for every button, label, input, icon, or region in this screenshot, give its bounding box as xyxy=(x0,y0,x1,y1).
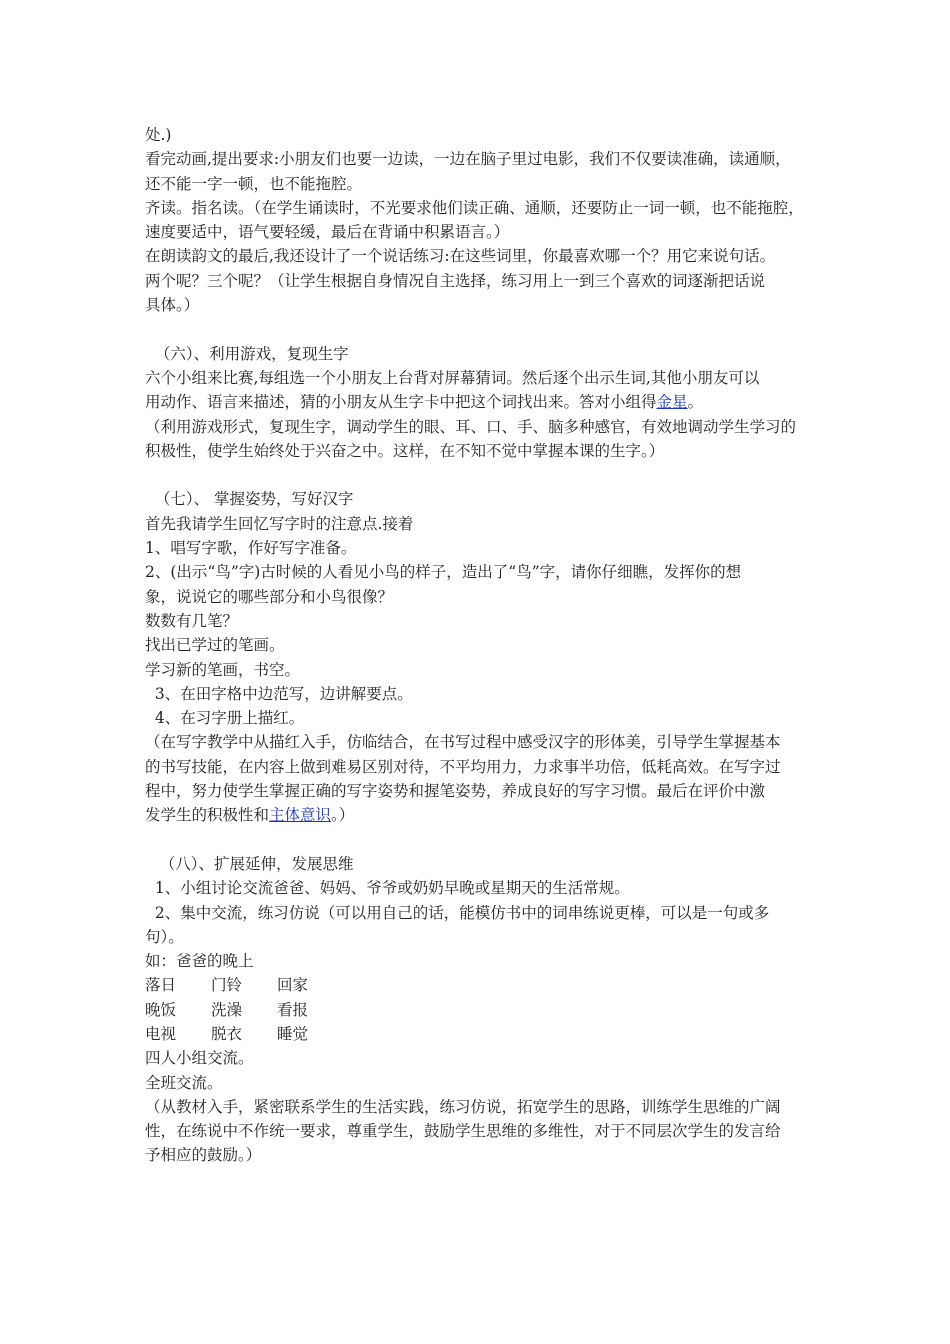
paragraph-line: 积极性，使学生始终处于兴奋之中。这样，在不知不觉中掌握本课的生字。） xyxy=(145,441,665,460)
paragraph-line: 四人小组交流。 xyxy=(145,1049,254,1068)
subject-awareness-link[interactable]: 主体意识 xyxy=(269,806,332,825)
paragraph-line: 的书写技能，在内容上做到难易区别对待，不平均用力，力求事半功倍，低耗高效。在写字过 xyxy=(145,757,781,776)
paragraph-line: 予相应的鼓励。） xyxy=(145,1146,262,1165)
paragraph-line: 4、在习字册上描红。 xyxy=(145,709,305,728)
paragraph-line: 1、唱写字歌，作好写字准备。 xyxy=(145,539,357,558)
paragraph-line: 3、在田字格中边范写，边讲解要点。 xyxy=(145,684,413,703)
paragraph-line: 1、小组讨论交流爸爸、妈妈、爷爷或奶奶早晚或星期天的生活常规。 xyxy=(145,879,630,898)
blank-line xyxy=(145,463,825,487)
paragraph-line: 全班交流。 xyxy=(145,1073,223,1092)
word-cell: 洗澡 xyxy=(211,1000,243,1019)
paragraph-line: 2、集中交流，练习仿说（可以用自己的话，能模仿书中的词串练说更棒，可以是一句或多 xyxy=(145,903,770,922)
paragraph-line: 数数有几笔？ xyxy=(145,611,239,630)
blank-line xyxy=(145,828,825,852)
word-cell: 看报 xyxy=(277,1000,309,1019)
paragraph-line: 程中，努力使学生掌握正确的写字姿势和握笔姿势，养成良好的写字习惯。最后在评价中激 xyxy=(145,782,766,801)
paragraph-line: 找出已学过的笔画。 xyxy=(145,636,285,655)
section-heading: （八）、扩展延伸，发展思维 xyxy=(159,854,354,873)
section-heading: （七）、 掌握姿势，写好汉字 xyxy=(154,490,354,509)
paragraph-line: （在写字教学中从描红入手，仿临结合，在书写过程中感受汉字的形体美，引导学生掌握基本 xyxy=(145,733,781,752)
paragraph-line: 如：爸爸的晚上 xyxy=(145,952,254,971)
paragraph-line: 速度要适中，语气要轻缓，最后在背诵中积累语言。） xyxy=(145,223,510,242)
document-page xyxy=(145,123,825,1168)
gold-star-link[interactable]: 金星 xyxy=(656,393,688,412)
word-cell: 晚饭 xyxy=(145,1000,177,1019)
word-cell: 脱衣 xyxy=(211,1024,243,1043)
paragraph-line: 还不能一字一顿，也不能拖腔。 xyxy=(145,174,363,193)
paragraph-line: 两个呢？三个呢？（让学生根据自身情况自主选择，练习用上一到三个喜欢的词逐渐把话说 xyxy=(145,271,766,290)
word-row xyxy=(145,1022,825,1046)
word-cell: 门铃 xyxy=(211,976,243,995)
section-7 xyxy=(145,487,825,827)
paragraph-line: 学习新的笔画，书空。 xyxy=(145,660,301,679)
paragraph-line: 具体。） xyxy=(145,296,200,315)
paragraph-line: 用动作、语言来描述，猜的小朋友从生字卡中把这个词找出来。答对小组得金星。 xyxy=(145,393,704,412)
paragraph-line: 2、(出示“鸟”字)古时候的人看见小鸟的样子，造出了“鸟”字，请你仔细瞧，发挥你的想 xyxy=(145,563,742,582)
word-cell: 回家 xyxy=(277,976,309,995)
paragraph-line: （利用游戏形式，复现生字，调动学生的眼、耳、口、手、脑多种感官，有效地调动学生学习的 xyxy=(145,417,797,436)
paragraph-line: 象，说说它的哪些部分和小鸟很像？ xyxy=(145,587,394,606)
paragraph-line: 发学生的积极性和主体意识。） xyxy=(145,806,355,825)
paragraph-line: 齐读。指名读。（在学生诵读时，不光要求他们读正确、通顺，还要防止一词一顿，也不能拖腔， xyxy=(145,198,804,217)
section-6 xyxy=(145,342,825,463)
paragraph-line: （从教材入手，紧密联系学生的生活实践，练习仿说，拓宽学生的思路，训练学生思维的广阔 xyxy=(145,1097,781,1116)
paragraph-line: 性，在练说中不作统一要求，尊重学生，鼓励学生思维的多维性，对于不同层次学生的发言给 xyxy=(145,1122,781,1141)
word-cell: 落日 xyxy=(145,976,177,995)
section-heading: （六）、利用游戏，复现生字 xyxy=(154,344,349,363)
paragraph-line: 首先我请学生回忆写字时的注意点.接着 xyxy=(145,514,414,533)
blank-line xyxy=(145,317,825,341)
paragraph-line: 六个小组来比赛,每组选一个小朋友上台背对屏幕猜词。然后逐个出示生词,其他小朋友可以 xyxy=(145,368,760,387)
section-8 xyxy=(145,852,825,1168)
paragraph-line: 在朗读韵文的最后,我还设计了一个说话练习:在这些词里，你最喜欢哪一个？用它来说句话。 xyxy=(145,247,776,266)
word-row xyxy=(145,973,825,997)
section-5-tail xyxy=(145,123,825,317)
word-row xyxy=(145,998,825,1022)
paragraph-line: 处.) xyxy=(145,126,172,144)
paragraph-line: 句）。 xyxy=(145,927,184,946)
word-cell: 电视 xyxy=(145,1024,177,1043)
paragraph-line: 看完动画,提出要求:小朋友们也要一边读，一边在脑子里过电影，我们不仅要读准确，读通顺， xyxy=(145,150,791,169)
word-cell: 睡觉 xyxy=(277,1024,309,1043)
